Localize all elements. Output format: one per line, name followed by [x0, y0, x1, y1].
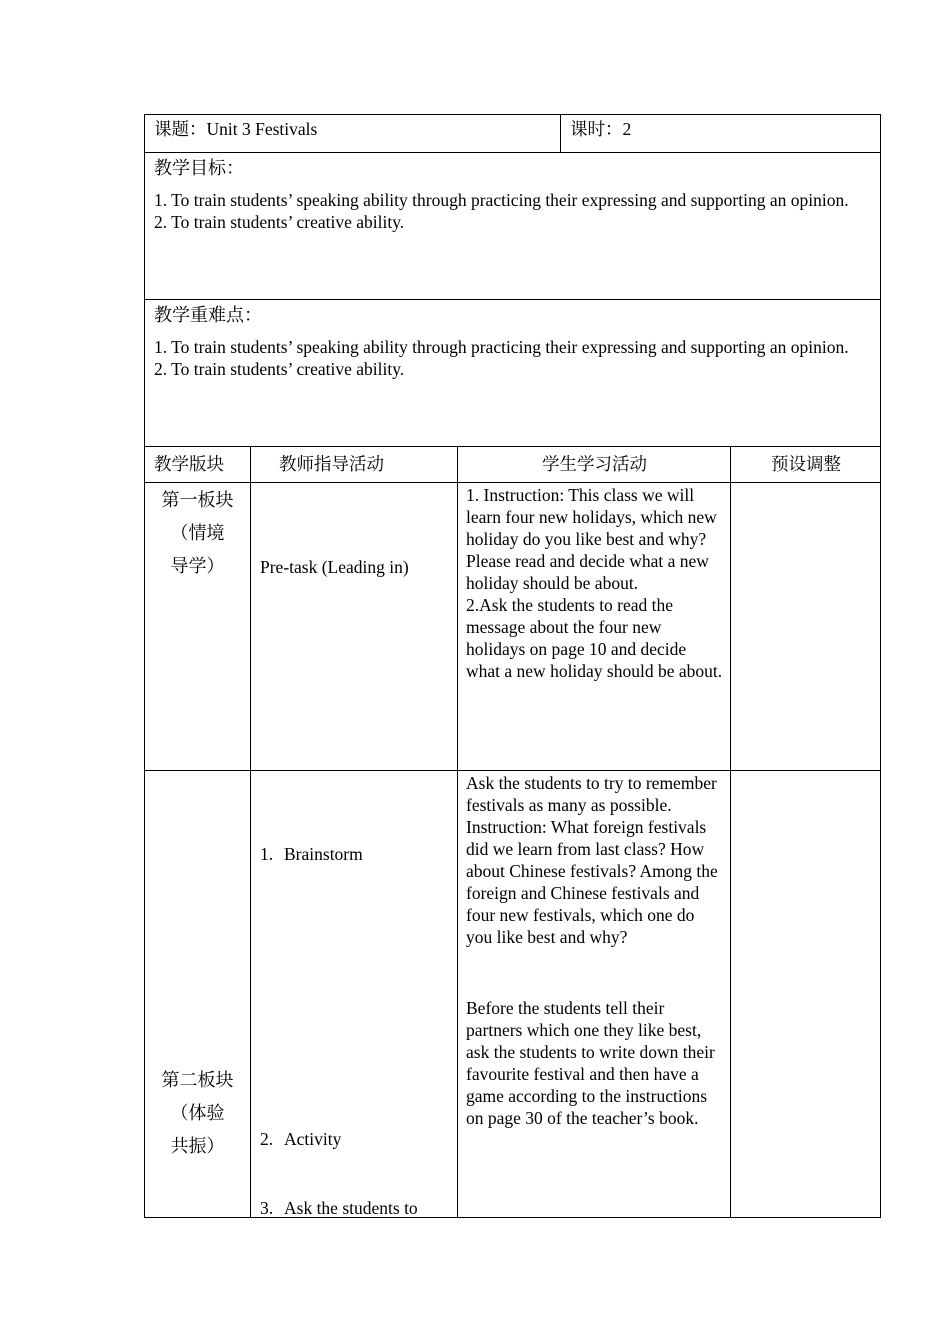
title-row	[145, 115, 881, 153]
key-points-row	[145, 300, 881, 447]
header-student-text: 学生学习活动	[542, 454, 648, 474]
key-points-cell	[145, 300, 881, 447]
teacher-item-ask	[260, 1197, 418, 1218]
objectives-row	[145, 153, 881, 300]
topic-text: 课题：Unit 3 Festivals	[154, 119, 318, 139]
period-text: 课时：2	[570, 119, 632, 139]
header-section-text: 教学版块	[154, 454, 224, 474]
section-2-student-item-3: Before the students tell their partners which one they like best, ask the students to write down their favourite festival and then have a game according to the instructions on page 30 of the teacher’s book.	[466, 998, 715, 1128]
header-teacher	[251, 447, 458, 483]
header-section	[145, 447, 251, 483]
section-2-teacher-cell	[251, 771, 458, 1218]
key-points-label: 教学重难点：	[154, 305, 262, 325]
header-adjust-text: 预设调整	[771, 454, 842, 474]
teacher-item-2-text: Activity	[284, 1129, 342, 1149]
column-header-row	[145, 447, 881, 483]
section-1-label-cell	[145, 483, 251, 771]
key-point-item-1: 1. To train students’ speaking ability through practicing their expressing and supporting an opinion.	[154, 337, 849, 357]
section-2-label-line-2: （体验	[170, 1103, 225, 1123]
lesson-plan-table	[144, 114, 881, 1218]
section-1-student-cell	[458, 483, 731, 771]
section-2-label-line-3: 共振）	[170, 1136, 225, 1156]
header-teacher-text: 教师指导活动	[279, 454, 384, 474]
section-1-row	[145, 483, 881, 771]
teacher-item-1-text: Brainstorm	[284, 844, 363, 864]
objectives-label: 教学目标：	[154, 158, 244, 178]
key-point-item-2: 2. To train students’ creative ability.	[154, 359, 405, 379]
section-2-adjust-cell	[731, 771, 881, 1218]
teacher-item-1-number: 1.	[260, 844, 274, 864]
section-1-student-item-1: 1. Instruction: This class we will learn four new holidays, which new holiday do you like best and why? Please read and decide what a new holiday should be about.	[466, 485, 717, 593]
section-1-label-line-1: 第一板块	[161, 490, 234, 510]
period-cell	[561, 115, 881, 153]
section-1-label-line-2: （情境	[170, 523, 225, 543]
teacher-item-2-number: 2.	[260, 1129, 274, 1149]
section-1-teacher-text: Pre-task (Leading in)	[260, 557, 409, 577]
teacher-item-activity	[260, 1128, 341, 1150]
section-2-student-cell	[458, 771, 731, 1218]
section-2-student-item-1: Ask the students to try to remember festivals as many as possible.	[466, 773, 717, 815]
header-adjust	[731, 447, 881, 483]
teacher-item-3-text: Ask the students to	[284, 1198, 418, 1218]
teacher-item-brainstorm	[260, 843, 363, 865]
section-2-label-cell	[145, 771, 251, 1218]
section-1-student-item-2: 2.Ask the students to read the message about the four new holidays on page 10 and decide what a new holiday should be about.	[466, 595, 723, 681]
header-student	[458, 447, 731, 483]
section-2-student-item-2: Instruction: What foreign festivals did we learn from last class? How about Chinese festivals? Among the foreign and Chinese festivals and four new festivals, which one do you like best and why?	[466, 817, 718, 947]
objective-item-2: 2. To train students’ creative ability.	[154, 212, 405, 232]
teacher-item-3-number: 3.	[260, 1198, 274, 1218]
objective-item-1: 1. To train students’ speaking ability through practicing their expressing and supporting an opinion.	[154, 190, 849, 210]
section-1-teacher-cell	[251, 483, 458, 771]
objectives-cell	[145, 153, 881, 300]
section-1-adjust-cell	[731, 483, 881, 771]
topic-cell	[145, 115, 561, 153]
section-2-label-line-1: 第二板块	[161, 1070, 234, 1090]
section-1-label-line-3: 导学）	[170, 556, 225, 576]
section-2-row	[145, 771, 881, 1218]
